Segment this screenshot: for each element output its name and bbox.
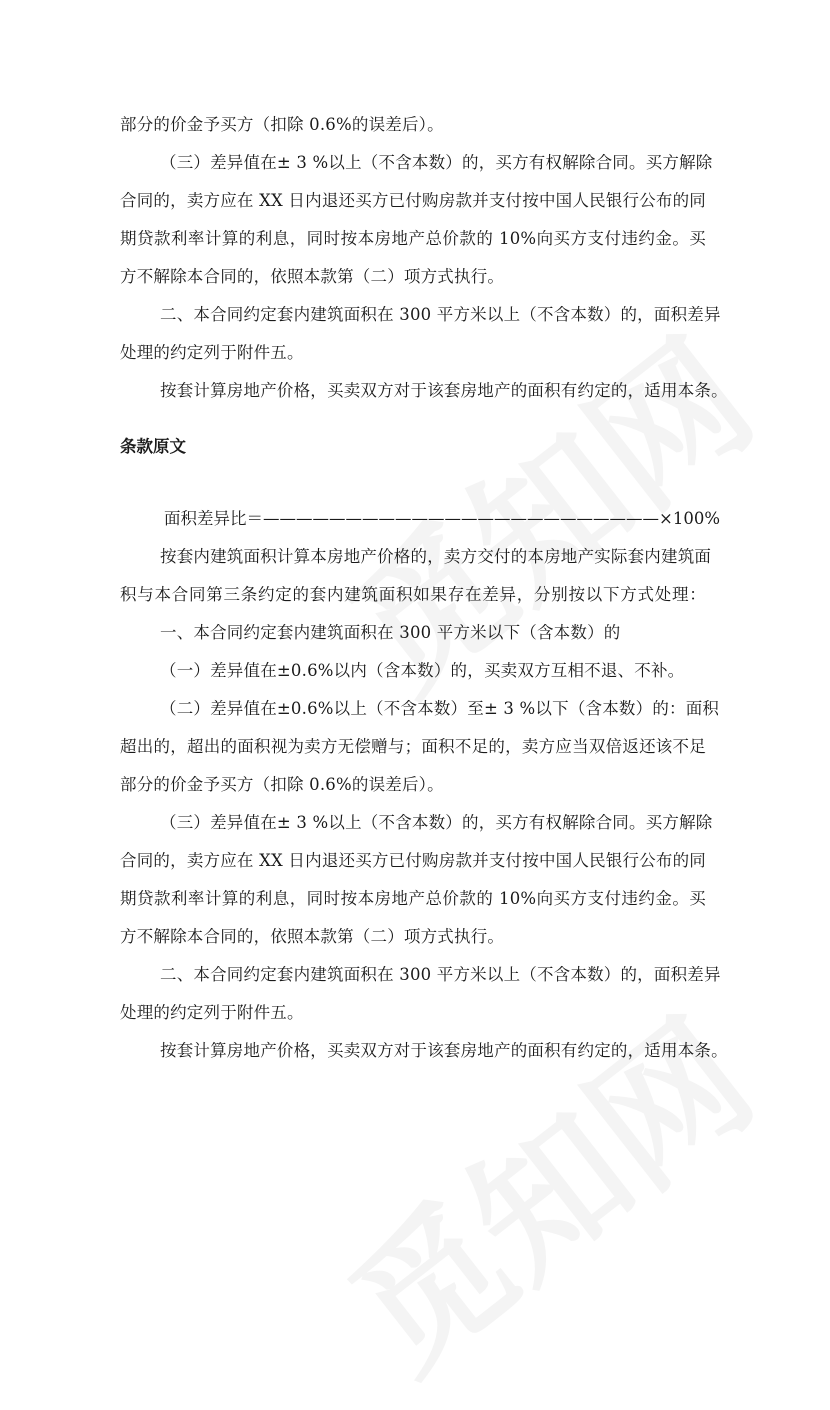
- formula-line: 面积差异比＝————————————————————————×100%: [164, 509, 720, 528]
- top-line-3: 合同的，卖方应在 XX 日内退还买方已付购房款并支付按中国人民银行公布的同: [120, 191, 706, 210]
- top-line-6: 二、本合同约定套内建筑面积在 300 平方米以上（不含本数）的，面积差异: [160, 305, 721, 324]
- top-line-1: 部分的价金予买方（扣除 0.6%的误差后）。: [120, 115, 444, 134]
- body-line-3: 一、本合同约定套内建筑面积在 300 平方米以下（含本数）的: [160, 623, 621, 642]
- body-line-14: 按套计算房地产价格，买卖双方对于该套房地产的面积有约定的，适用本条。: [160, 1041, 728, 1060]
- body-line-13: 处理的约定列于附件五。: [120, 1003, 304, 1022]
- body-line-2: 积与本合同第三条约定的套内建筑面积如果存在差异，分别按以下方式处理：: [120, 585, 706, 604]
- body-line-11: 方不解除本合同的，依照本款第（二）项方式执行。: [120, 927, 505, 946]
- body-line-12: 二、本合同约定套内建筑面积在 300 平方米以上（不含本数）的，面积差异: [160, 965, 721, 984]
- body-line-9: 合同的，卖方应在 XX 日内退还买方已付购房款并支付按中国人民银行公布的同: [120, 851, 706, 870]
- top-line-4: 期贷款利率计算的利息，同时按本房地产总价款的 10%向买方支付违约金。买: [120, 229, 706, 248]
- watermark-bottom: [300, 963, 788, 1410]
- top-line-8: 按套计算房地产价格，买卖双方对于该套房地产的面积有约定的，适用本条。: [160, 381, 728, 400]
- body-line-4: （一）差异值在±0.6%以内（含本数）的，买卖双方互相不退、不补。: [160, 661, 685, 680]
- top-line-2: （三）差异值在± 3 %以上（不含本数）的，买方有权解除合同。买方解除: [160, 153, 713, 172]
- body-line-5: （二）差异值在±0.6%以上（不含本数）至± 3 %以下（含本数）的：面积: [160, 699, 720, 718]
- body-line-7: 部分的价金予买方（扣除 0.6%的误差后）。: [120, 775, 444, 794]
- body-line-1: 按套内建筑面积计算本房地产价格的，卖方交付的本房地产实际套内建筑面: [160, 547, 712, 566]
- body-line-10: 期贷款利率计算的利息，同时按本房地产总价款的 10%向买方支付违约金。买: [120, 889, 706, 908]
- body-line-6: 超出的，超出的面积视为卖方无偿赠与；面积不足的，卖方应当双倍返还该不足: [120, 737, 706, 756]
- section-title: 条款原文: [120, 437, 186, 456]
- top-line-7: 处理的约定列于附件五。: [120, 343, 304, 362]
- top-line-5: 方不解除本合同的，依照本款第（二）项方式执行。: [120, 267, 505, 286]
- body-line-8: （三）差异值在± 3 %以上（不含本数）的，买方有权解除合同。买方解除: [160, 813, 713, 832]
